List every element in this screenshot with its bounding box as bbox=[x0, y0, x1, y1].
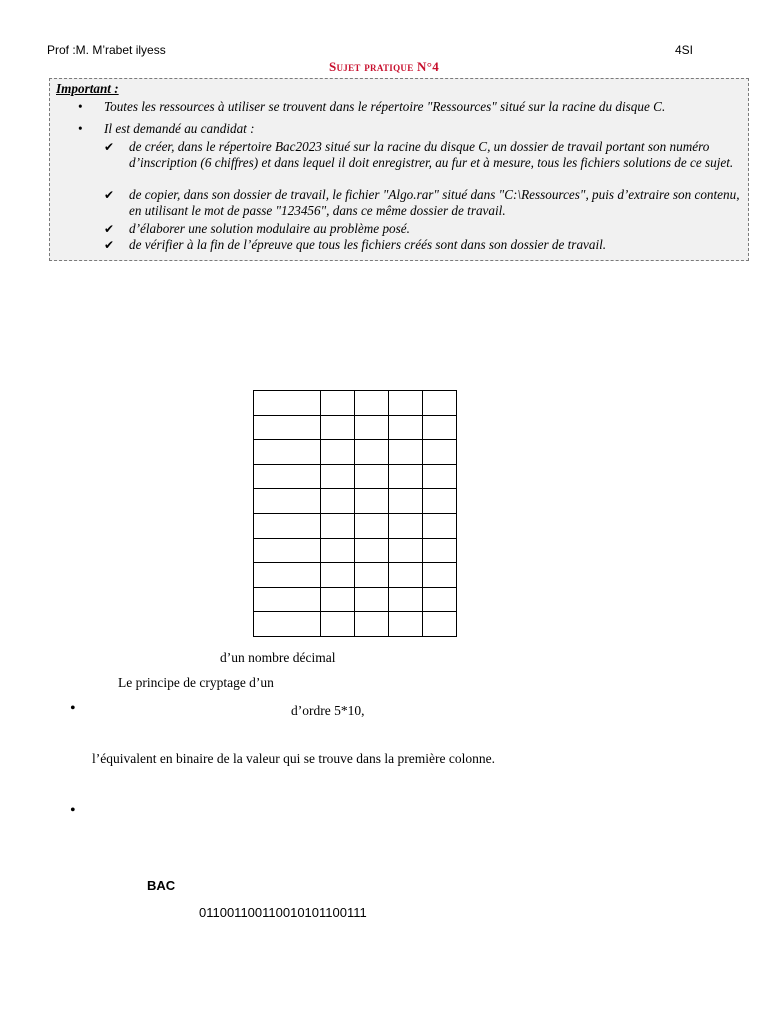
grid-cell bbox=[423, 538, 457, 563]
checkmark-icon: ✔ bbox=[104, 188, 115, 202]
check-text: de créer, dans le répertoire Bac2023 situé sur la racine du disque C, un dossier de travail portant son numéro d’inscription (6 chiffres) et dans lequel il doit enregistrer, au fur et à mesure, tous les fichiers solutions de ce sujet. bbox=[129, 139, 734, 171]
bullet-icon: • bbox=[70, 802, 76, 819]
grid-cell bbox=[423, 464, 457, 489]
grid-cell bbox=[389, 391, 423, 416]
principle-text: Le principe de cryptage d’un bbox=[118, 675, 274, 690]
table-row bbox=[254, 538, 457, 563]
grid-cell bbox=[254, 538, 321, 563]
grid-cell bbox=[321, 489, 355, 514]
grid-cell bbox=[321, 587, 355, 612]
grid-cell bbox=[321, 538, 355, 563]
grid-cell bbox=[423, 563, 457, 588]
checkmark-icon: ✔ bbox=[104, 238, 115, 252]
grid-cell bbox=[389, 513, 423, 538]
grid-cell bbox=[254, 587, 321, 612]
table-row bbox=[254, 563, 457, 588]
grid-cell bbox=[254, 415, 321, 440]
binary-note: l’équivalent en binaire de la valeur qui se trouve dans la première colonne. bbox=[92, 751, 495, 766]
grid-cell bbox=[355, 587, 389, 612]
grid-cell bbox=[389, 489, 423, 514]
grid-cell bbox=[423, 440, 457, 465]
grid-cell bbox=[355, 563, 389, 588]
bullet-text: Il est demandé au candidat : bbox=[104, 121, 255, 136]
table-row bbox=[254, 513, 457, 538]
grid-cell bbox=[423, 513, 457, 538]
grid-cell bbox=[355, 440, 389, 465]
grid-cell bbox=[321, 464, 355, 489]
table-row bbox=[254, 464, 457, 489]
grid-cell bbox=[254, 489, 321, 514]
grid-cell bbox=[321, 440, 355, 465]
table-row bbox=[254, 489, 457, 514]
grid-cell bbox=[355, 489, 389, 514]
grid-cell bbox=[389, 563, 423, 588]
important-box bbox=[49, 78, 749, 261]
grid-cell bbox=[254, 464, 321, 489]
grid-cell bbox=[389, 538, 423, 563]
grid-cell bbox=[321, 612, 355, 637]
important-heading: Important : bbox=[56, 81, 119, 96]
grid-cell bbox=[423, 587, 457, 612]
grid-cell bbox=[254, 563, 321, 588]
table-row bbox=[254, 415, 457, 440]
table-row bbox=[254, 391, 457, 416]
example-binary: 011001100110010101100111 bbox=[199, 905, 367, 920]
table-row bbox=[254, 587, 457, 612]
bullet-text: Toutes les ressources à utiliser se trouvent dans le répertoire "Ressources" situé sur la racine du disque C. bbox=[104, 99, 666, 114]
class-level: 4SI bbox=[675, 43, 694, 57]
decimal-caption: d’un nombre décimal bbox=[220, 650, 336, 665]
grid-cell bbox=[355, 464, 389, 489]
grid-cell bbox=[321, 513, 355, 538]
checkmark-icon: ✔ bbox=[104, 222, 115, 236]
grid-cell bbox=[254, 391, 321, 416]
grid-cell bbox=[423, 489, 457, 514]
grid-cell bbox=[389, 440, 423, 465]
page-title: Sujet pratique N°4 bbox=[328, 59, 440, 74]
teacher-name: Prof :M. M’rabet ilyess bbox=[47, 43, 166, 57]
bullet-icon: • bbox=[78, 121, 83, 136]
order-text: d’ordre 5*10, bbox=[291, 703, 365, 718]
grid-cell bbox=[355, 538, 389, 563]
grid-cell bbox=[321, 563, 355, 588]
matrix-grid bbox=[253, 390, 457, 637]
table-row bbox=[254, 612, 457, 637]
grid-cell bbox=[321, 391, 355, 416]
grid-cell bbox=[254, 513, 321, 538]
grid-cell bbox=[389, 612, 423, 637]
table-row bbox=[254, 440, 457, 465]
grid-cell bbox=[355, 415, 389, 440]
grid-cell bbox=[355, 513, 389, 538]
grid-cell bbox=[423, 612, 457, 637]
checkmark-icon: ✔ bbox=[104, 140, 115, 154]
grid-cell bbox=[355, 391, 389, 416]
grid-cell bbox=[254, 440, 321, 465]
grid-cell bbox=[321, 415, 355, 440]
bullet-icon: • bbox=[78, 99, 83, 114]
grid-cell bbox=[423, 391, 457, 416]
grid-cell bbox=[423, 415, 457, 440]
grid-cell bbox=[355, 612, 389, 637]
grid-cell bbox=[389, 587, 423, 612]
grid-cell bbox=[389, 464, 423, 489]
check-text: de copier, dans son dossier de travail, le fichier "Algo.rar" situé dans "C:\Ressources", puis d’extraire son contenu, en utilisant le mot de passe "123456", dans ce même dossier de travail. bbox=[129, 187, 740, 219]
bullet-icon: • bbox=[70, 700, 76, 717]
grid-cell bbox=[254, 612, 321, 637]
grid-cell bbox=[389, 415, 423, 440]
check-text: d’élaborer une solution modulaire au problème posé. bbox=[129, 221, 410, 236]
example-word: BAC bbox=[147, 878, 176, 893]
check-text: de vérifier à la fin de l’épreuve que tous les fichiers créés sont dans son dossier de travail. bbox=[129, 237, 607, 252]
